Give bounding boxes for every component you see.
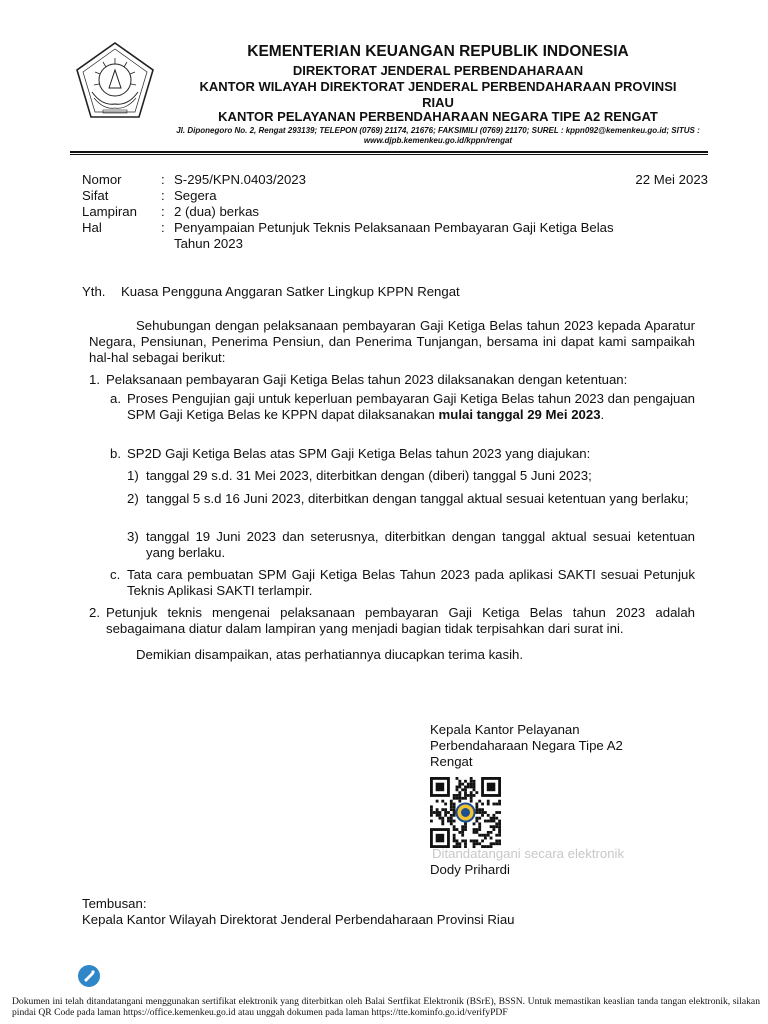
- closing-paragraph: Demikian disampaikan, atas perhatiannya diucapkan terima kasih.: [136, 647, 524, 662]
- office-address: Jl. Diponegoro No. 2, Rengat 293139; TELEPON (0769) 21174, 21676; FAKSIMILI (0769) 21170; SUREL : kppn092@kemenkeu.go.id; SITUS : www.djpb.kemenkeu.go.id/kppn/rengat: [176, 126, 700, 145]
- item-b3-label: 3): [127, 529, 139, 544]
- letterhead-rule-thin: [70, 154, 708, 155]
- item-c-text: Tata cara pembuatan SPM Gaji Ketiga Belas Tahun 2023 pada aplikasi SAKTI sesuai Petunjuk Teknis Aplikasi SAKTI terlampir.: [127, 567, 695, 599]
- sifat-colon: :: [161, 188, 165, 203]
- ministry-title: KEMENTERIAN KEUANGAN REPUBLIK INDONESIA: [247, 43, 629, 60]
- office-title: KANTOR PELAYANAN PERBENDAHARAAN NEGARA TIPE A2 RENGAT: [218, 109, 658, 124]
- kemenkeu-emblem-icon: [72, 40, 158, 126]
- hal-colon: :: [161, 220, 165, 235]
- footer-disclaimer: Dokumen ini telah ditandatangani menggunakan sertifikat elektronik yang diterbitkan oleh Balai Sertfikat Elektronik (BSrE), BSSN. Untuk memastikan keaslian tanda tangan elektronik, silakan pindai QR Code pada laman https://office.kemenkeu.go.id atau unggah dokumen pada laman https://tte.kominfo.go.id/verifyPDF: [12, 996, 760, 1018]
- item-b-label: b.: [110, 446, 121, 461]
- hal-line-2: Tahun 2023: [174, 236, 243, 252]
- recipient-name: Kuasa Pengguna Anggaran Satker Lingkup KPPN Rengat: [121, 284, 460, 299]
- signatory-name: Dody Prihardi: [430, 862, 510, 877]
- regional-office-line: KANTOR WILAYAH DIREKTORAT JENDERAL PERBENDAHARAAN PROVINSI RIAU: [199, 79, 677, 110]
- recipient-prefix: Yth.: [82, 284, 106, 299]
- item-b1-text: tanggal 29 s.d. 31 Mei 2023, diterbitkan dengan (diberi) tanggal 5 Juni 2023;: [146, 468, 592, 483]
- item-a-label: a.: [110, 391, 121, 406]
- lampiran-label: Lampiran: [82, 204, 137, 219]
- nomor-value: S-295/KPN.0403/2023: [174, 172, 306, 187]
- letterhead-rule: [70, 151, 708, 153]
- item-b-text: SP2D Gaji Ketiga Belas atas SPM Gaji Ketiga Belas tahun 2023 yang diajukan:: [127, 446, 591, 461]
- intro-paragraph: Sehubungan dengan pelaksanaan pembayaran Gaji Ketiga Belas tahun 2023 kepada Aparatur Negara, Pensiunan, Penerima Pensiun, dan Penerima Tunjangan, bersama ini dapat kami sampaikah hal-hal sebagai berikut:: [89, 318, 695, 366]
- directorate-line: DIREKTORAT JENDERAL PERBENDAHARAAN: [292, 63, 584, 78]
- tembusan-item: Kepala Kantor Wilayah Direktorat Jenderal Perbendaharaan Provinsi Riau: [82, 912, 515, 927]
- item-a-date: mulai tanggal 29 Mei 2023: [438, 407, 601, 423]
- lampiran-value: 2 (dua) berkas: [174, 204, 260, 219]
- e-signature-badge-icon: [77, 964, 101, 988]
- lampiran-colon: :: [161, 204, 165, 219]
- item-b2-text: tanggal 5 s.d 16 Juni 2023, diterbitkan dengan tanggal aktual sesuai ketentuan yang berlaku;: [146, 491, 689, 506]
- letter-date: 22 Mei 2023: [635, 172, 708, 187]
- signature-line-2: Perbendaharaan Negara Tipe A2: [430, 738, 623, 754]
- item-1-text: Pelaksanaan pembayaran Gaji Ketiga Belas tahun 2023 dilaksanakan dengan ketentuan:: [106, 372, 628, 387]
- item-a-text: [127, 391, 695, 423]
- tembusan-label: Tembusan:: [82, 896, 147, 911]
- e-signature-note: Ditandatangani secara elektronik: [432, 846, 625, 861]
- item-b1-label: 1): [127, 468, 139, 483]
- nomor-label: Nomor: [82, 172, 122, 187]
- sifat-value: Segera: [174, 188, 217, 203]
- hal-value: [174, 220, 614, 252]
- item-2-number: 2.: [89, 605, 100, 620]
- item-c-label: c.: [110, 567, 121, 582]
- item-2-text: Petunjuk teknis mengenai pelaksanaan pembayaran Gaji Ketiga Belas tahun 2023 adalah sebagaimana diatur dalam lampiran yang menjadi bagian tidak terpisahkan dari surat ini.: [106, 605, 695, 637]
- signature-title: [430, 722, 623, 771]
- item-1-number: 1.: [89, 372, 100, 387]
- directorate-title: [168, 63, 708, 111]
- item-a-period: .: [600, 407, 605, 423]
- signature-line-1: Kepala Kantor Pelayanan: [430, 722, 580, 737]
- item-b2-label: 2): [127, 491, 139, 506]
- hal-line-1: Penyampaian Petunjuk Teknis Pelaksanaan Pembayaran Gaji Ketiga Belas: [174, 220, 614, 235]
- qr-code-icon: [430, 777, 501, 848]
- nomor-colon: :: [161, 172, 165, 187]
- item-b3-text: tanggal 19 Juni 2023 dan seterusnya, diterbitkan dengan tanggal aktual sesuai ketentuan yang berlaku.: [146, 529, 695, 561]
- sifat-label: Sifat: [82, 188, 109, 203]
- item-a-text-main: Proses Pengujian gaji untuk keperluan pembayaran Gaji Ketiga Belas tahun 2023 dan pengajuan SPM Gaji Ketiga Belas ke KPPN dapat dilaksanakan: [127, 391, 695, 423]
- signature-line-3: Rengat: [430, 754, 473, 770]
- hal-label: Hal: [82, 220, 102, 235]
